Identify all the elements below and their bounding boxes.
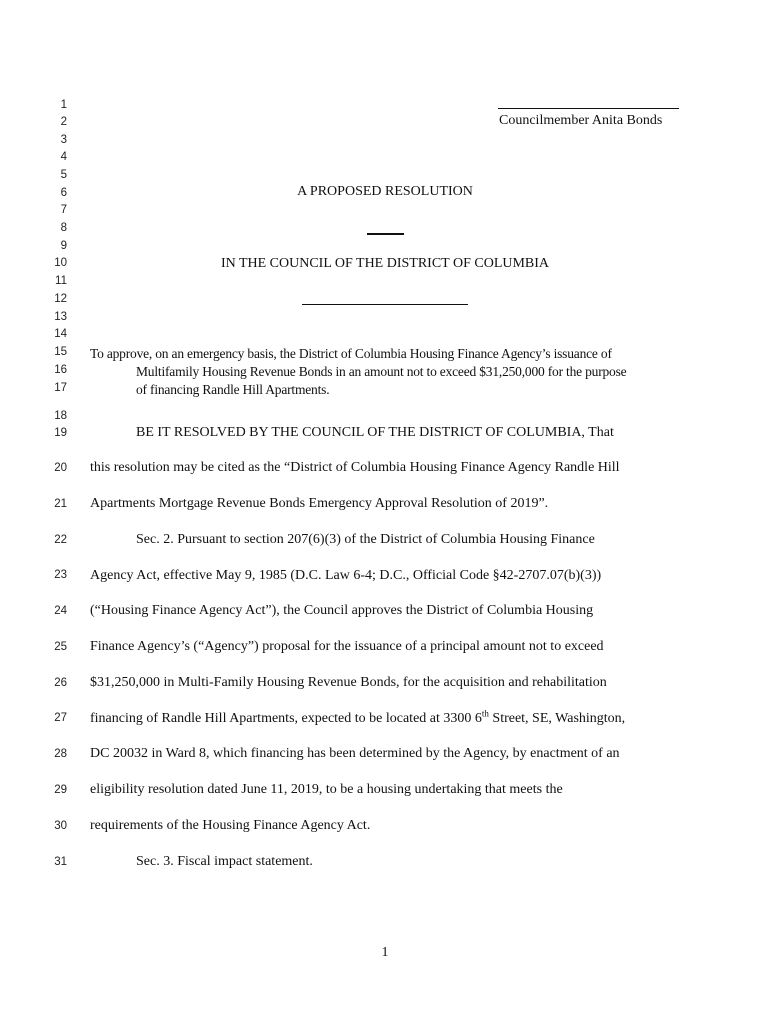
line-number: 5 <box>60 169 67 181</box>
line-number: 7 <box>60 204 67 216</box>
resolved-clause: BE IT RESOLVED BY THE COUNCIL OF THE DISTRICT OF COLUMBIA, That <box>136 425 614 440</box>
line-number: 16 <box>54 364 67 376</box>
section-3-heading: Sec. 3. Fiscal impact statement. <box>136 854 313 869</box>
body-line-29: eligibility resolution dated June 11, 2019, to be a housing undertaking that meets the <box>90 782 563 797</box>
line-number: 28 <box>54 748 67 760</box>
body-line-30: requirements of the Housing Finance Agency Act. <box>90 818 371 833</box>
line-number: 19 <box>54 427 67 439</box>
body-line-27-tail: Street, SE, Washington, <box>488 711 626 726</box>
line-number: 27 <box>54 712 67 724</box>
line-number: 4 <box>60 151 67 163</box>
line-number: 1 <box>60 99 67 111</box>
section-2-heading: Sec. 2. Pursuant to section 207(6)(3) of the District of Columbia Housing Finance <box>136 532 595 547</box>
body-line-24: (“Housing Finance Agency Act”), the Council approves the District of Columbia Housing <box>90 603 594 618</box>
council-heading: IN THE COUNCIL OF THE DISTRICT OF COLUMBIA <box>220 256 550 271</box>
purpose-line-1: To approve, on an emergency basis, the District of Columbia Housing Finance Agency’s issuance of <box>90 346 612 361</box>
purpose-line-2: Multifamily Housing Revenue Bonds in an amount not to exceed $31,250,000 for the purpose <box>136 364 627 379</box>
signature-line <box>498 108 679 109</box>
line-number: 10 <box>54 257 67 269</box>
line-number: 26 <box>54 677 67 689</box>
body-line-21: Apartments Mortgage Revenue Bonds Emergency Approval Resolution of 2019”. <box>90 496 549 511</box>
document-title: A PROPOSED RESOLUTION <box>297 184 473 199</box>
line-number: 12 <box>54 293 67 305</box>
line-number: 13 <box>54 311 67 323</box>
line-number: 24 <box>54 605 67 617</box>
line-number: 17 <box>54 382 67 394</box>
line-number: 22 <box>54 534 67 546</box>
body-line-26: $31,250,000 in Multi-Family Housing Revenue Bonds, for the acquisition and rehabilitation <box>90 675 607 690</box>
sponsor-name: Councilmember Anita Bonds <box>499 113 663 128</box>
line-number: 29 <box>54 784 67 796</box>
short-divider <box>367 233 404 235</box>
council-divider <box>302 304 468 305</box>
line-number: 3 <box>60 134 67 146</box>
body-line-25: Finance Agency’s (“Agency”) proposal for the issuance of a principal amount not to exceed <box>90 639 604 654</box>
line-number: 30 <box>54 820 67 832</box>
body-line-27-text: financing of Randle Hill Apartments, expected to be located at 3300 6 <box>90 711 482 726</box>
line-number: 20 <box>54 462 67 474</box>
line-number: 18 <box>54 410 67 422</box>
line-number: 6 <box>60 187 67 199</box>
page-number: 1 <box>381 945 389 960</box>
body-line-23: Agency Act, effective May 9, 1985 (D.C. Law 6-4; D.C., Official Code §42-2707.07(b)(3)) <box>90 568 602 583</box>
line-number: 11 <box>55 275 67 287</box>
line-number: 9 <box>60 240 67 252</box>
line-number: 25 <box>54 641 67 653</box>
line-number: 31 <box>54 856 67 868</box>
line-number: 8 <box>60 222 67 234</box>
line-number: 23 <box>54 569 67 581</box>
line-number: 15 <box>54 346 67 358</box>
line-number: 2 <box>60 116 67 128</box>
purpose-line-3: of financing Randle Hill Apartments. <box>136 382 330 397</box>
body-line-20: this resolution may be cited as the “District of Columbia Housing Finance Agency Randle Hill <box>90 460 620 475</box>
line-number: 21 <box>54 498 67 510</box>
ordinal-superscript: th <box>481 708 489 719</box>
line-number: 14 <box>54 328 67 340</box>
body-line-28: DC 20032 in Ward 8, which financing has been determined by the Agency, by enactment of an <box>90 746 620 761</box>
body-line-27 <box>90 710 625 728</box>
